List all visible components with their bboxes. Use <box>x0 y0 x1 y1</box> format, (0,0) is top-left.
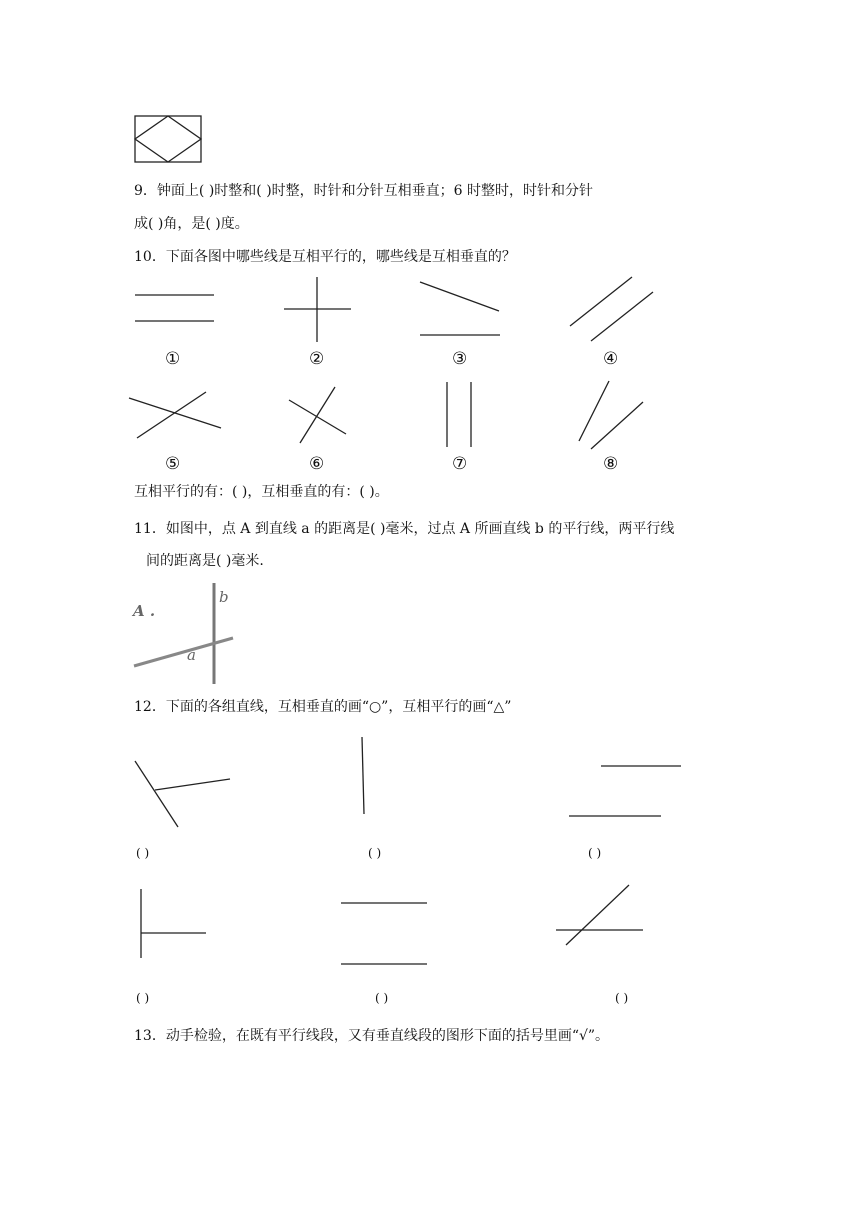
fig-label-5: ⑤ <box>165 454 181 474</box>
q12-paren-6: ( ) <box>615 991 629 1005</box>
q9-line1: 9．钟面上( )时整和( )时整，时针和分针互相垂直；6 时整时，时针和分针 <box>134 183 594 199</box>
g1-line-short <box>155 779 230 790</box>
line-b-label: b <box>219 588 229 606</box>
fig-label-6: ⑥ <box>309 454 325 474</box>
q12-paren-3: ( ) <box>588 846 602 860</box>
fig-label-3: ③ <box>452 349 468 369</box>
q12-paren-2: ( ) <box>368 846 382 860</box>
q12-paren-5: ( ) <box>375 991 389 1005</box>
q11-line2: 间的距离是( )毫米. <box>146 553 264 569</box>
q12-paren-1: ( ) <box>136 846 150 860</box>
q10-answer: 互相平行的有：( )，互相垂直的有：( )。 <box>134 484 389 500</box>
q9-line2: 成( )角，是( )度。 <box>134 216 249 232</box>
q12-paren-4: ( ) <box>136 991 150 1005</box>
g6-line-slanted <box>566 885 629 945</box>
g1-line-long <box>135 761 178 827</box>
q13-text: 13．动手检验，在既有平行线段，又有垂直线段的图形下面的括号里画“√”。 <box>134 1028 610 1044</box>
q10-text: 10．下面各图中哪些线是互相平行的，哪些线是互相垂直的？ <box>134 249 516 265</box>
line-a-label: a <box>187 646 196 664</box>
fig-label-2: ② <box>309 349 325 369</box>
fig-label-8: ⑧ <box>603 454 619 474</box>
q12-text: 12．下面的各组直线，互相垂直的画“○”，互相平行的画“△” <box>134 699 512 715</box>
fig-label-7: ⑦ <box>452 454 468 474</box>
fig-label-1: ① <box>165 349 181 369</box>
fig-label-4: ④ <box>603 349 619 369</box>
g2-line <box>362 737 364 814</box>
point-a-label: A . <box>133 602 156 620</box>
q11-line1: 11．如图中，点 A 到直线 a 的距离是( )毫米，过点 A 所画直线 b 的平行线，两平行线 <box>134 521 675 537</box>
